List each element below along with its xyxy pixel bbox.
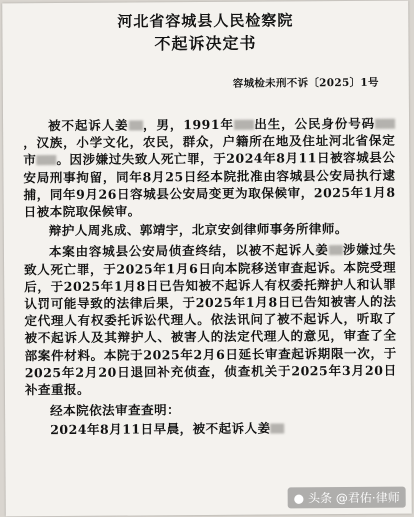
document-body bbox=[23, 115, 397, 439]
defense-counsel-paragraph bbox=[24, 220, 396, 240]
document-page bbox=[2, 1, 412, 517]
text-span: ，汉族，小学文化，农民，群众，户籍所在地及住址河北省保定市 bbox=[23, 132, 396, 168]
findings-heading bbox=[25, 400, 397, 420]
organization-name: 河北省容城县人民检察院 bbox=[117, 11, 294, 31]
source-watermark bbox=[287, 487, 405, 509]
document-number: 容城检未刑不诉〔2025〕1号 bbox=[232, 76, 379, 90]
text-span: 本案由容城县公安局侦查终结，以被不起诉人姜 bbox=[48, 242, 329, 260]
defendant-info-paragraph bbox=[23, 115, 396, 221]
text-span: ，男，1991年 bbox=[142, 116, 234, 133]
redaction-mark bbox=[329, 245, 343, 255]
document-title: 不起诉决定书 bbox=[154, 33, 257, 54]
redaction-mark bbox=[129, 120, 143, 130]
text-span: 涉嫌过失致人死亡罪，于2025年1月6日向本院移送审查起诉。本院受理后，于2025年1月8日已告知被不起诉人有权委托辩护人和认罪认罚可能导致的法律后果，于2025年1月8日已告知被害人的法定代理人有权委托诉讼代理人。依法讯问了被不起诉人，听取了被不起诉人及其辩护人、被害人的法定代理人的意见，审查了全部案件材料。本院于2025年2月6日延长审查起诉期限一次，于2025年2月20日退回补充侦查，侦查机关于2025年3月20日补查重报。 bbox=[24, 242, 397, 398]
redaction-mark bbox=[234, 120, 254, 130]
text-span: 经本院依法审查查明： bbox=[50, 402, 181, 419]
redaction-mark bbox=[375, 119, 395, 129]
wechat-icon: ● bbox=[293, 490, 305, 505]
case-procedure-paragraph bbox=[24, 241, 397, 398]
redaction-mark bbox=[36, 155, 56, 165]
text-span: 辩护人周兆成、郭靖宇，北京安剑律师事务所律师。 bbox=[48, 221, 348, 239]
redaction-mark bbox=[271, 424, 285, 434]
watermark-text: 头条 @君佑·律师 bbox=[307, 490, 400, 506]
text-span: 。因涉嫌过失致人死亡罪，于2024年8月11日被容城县公安局刑事拘留，同年8月25日经本院批准由容城县公安局执行逮捕，同年9月26日容城县公安局变更为取保候审，2025年1月8日被本院取保候审。 bbox=[23, 150, 396, 220]
text-span: 2024年8月11日早晨，被不起诉人姜 bbox=[50, 421, 271, 438]
text-span: 被不起诉人姜 bbox=[48, 117, 129, 134]
text-span: 出生，公民身份号码 bbox=[253, 115, 376, 132]
facts-paragraph bbox=[25, 419, 397, 439]
